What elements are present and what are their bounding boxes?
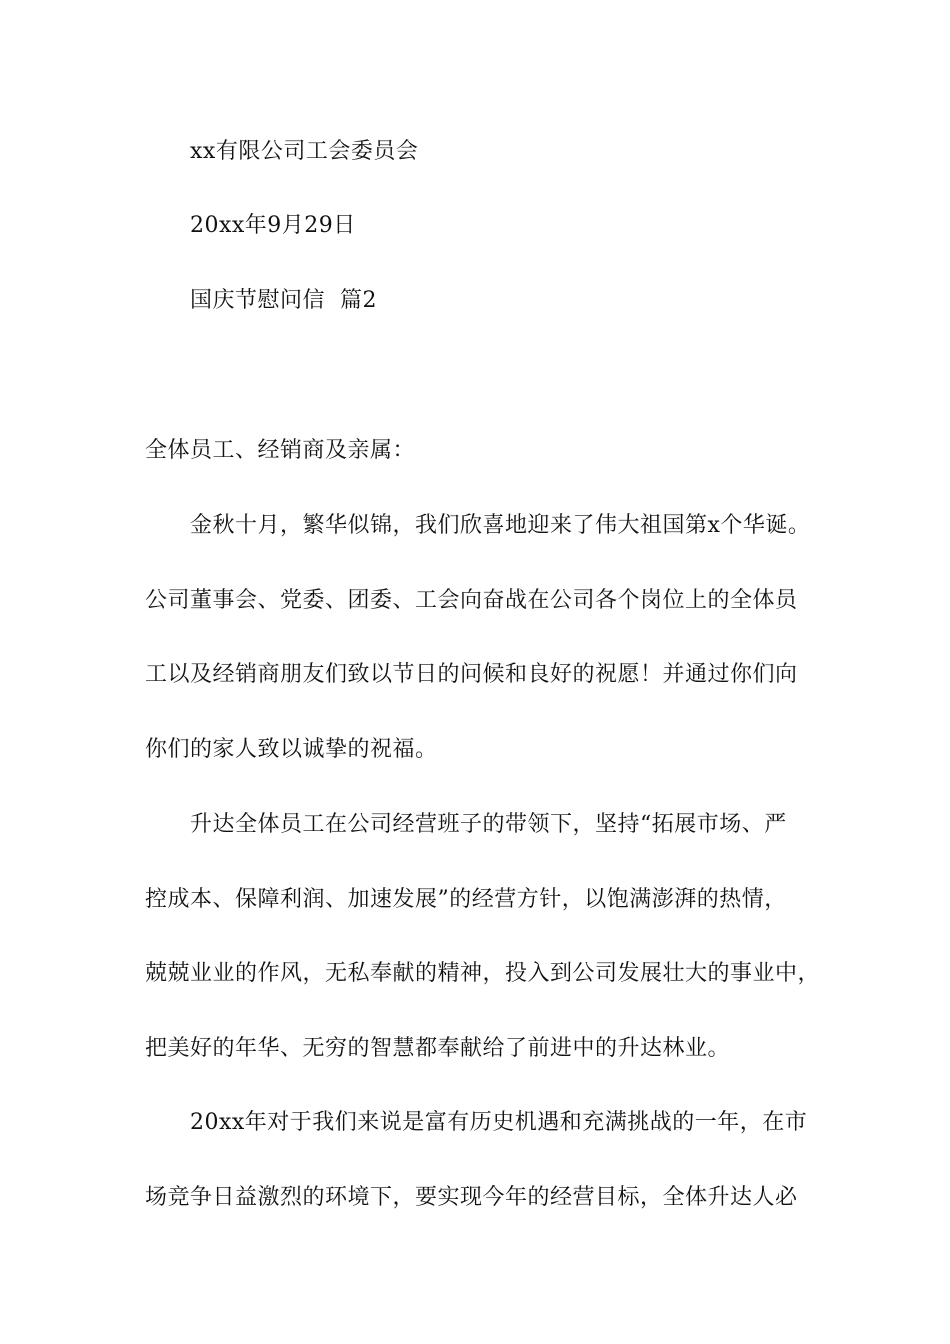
paragraph-line: 升达全体员工在公司经营班子的带领下，坚持“拓展市场、严 [190, 812, 787, 837]
paragraph-line: 公司董事会、党委、团委、工会向奋战在公司各个岗位上的全体员 [145, 588, 798, 613]
paragraph-line: 把美好的年华、无穷的智慧都奉献给了前进中的升达林业。 [145, 1036, 731, 1061]
signature-organization: xx有限公司工会委员会 [190, 139, 419, 164]
salutation: 全体员工、经销商及亲属： [145, 438, 416, 463]
paragraph-line: 工以及经销商朋友们致以节日的问候和良好的祝愿！并通过你们向 [145, 662, 798, 687]
paragraph-line: 金秋十月，繁华似锦，我们欣喜地迎来了伟大祖国第x个华诞。 [190, 513, 811, 538]
paragraph-line: 兢兢业业的作风，无私奉献的精神，投入到公司发展壮大的事业中， [145, 961, 821, 986]
paragraph-line: 你们的家人致以诚挚的祝福。 [145, 737, 438, 762]
paragraph-line: 20xx年对于我们来说是富有历史机遇和充满挑战的一年，在市 [190, 1110, 808, 1135]
section-title: 国庆节慰问信 篇2 [190, 288, 377, 313]
paragraph-line: 控成本、保障利润、加速发展”的经营方针，以饱满澎湃的热情， [145, 887, 787, 912]
paragraph-line: 场竞争日益激烈的环境下，要实现今年的经营目标，全体升达人必 [145, 1185, 798, 1210]
signature-date: 20xx年9月29日 [190, 213, 356, 238]
